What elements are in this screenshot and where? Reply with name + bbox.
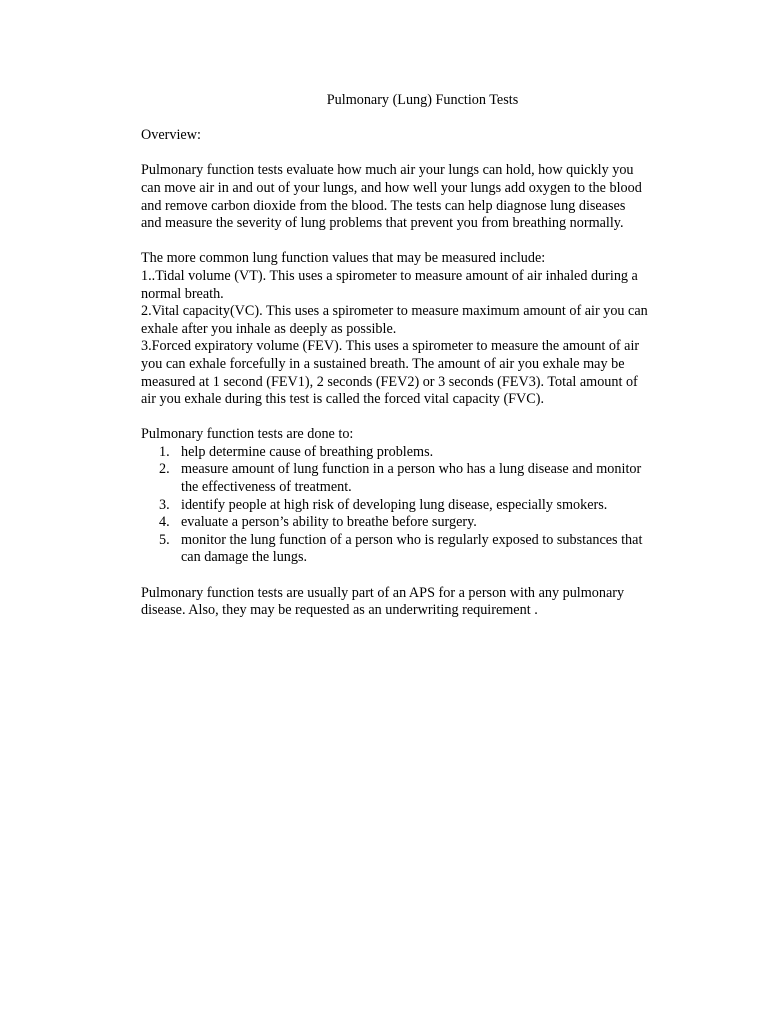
text-line: 2.Vital capacity(VC). This uses a spirometer to measure maximum amount of air you can bbox=[141, 303, 648, 320]
text-line: measured at 1 second (FEV1), 2 seconds (FEV2) or 3 seconds (FEV3). Total amount of bbox=[141, 373, 638, 390]
done-heading: Pulmonary function tests are done to: bbox=[141, 426, 354, 443]
text-line: Pulmonary function tests evaluate how much air your lungs can hold, how quickly you bbox=[141, 162, 634, 179]
text-line: exhale after you inhale as deeply as possible. bbox=[141, 320, 397, 337]
text-line: Pulmonary function tests are usually part of an APS for a person with any pulmonary bbox=[141, 584, 625, 601]
list-number: 4. bbox=[159, 514, 170, 531]
document-page bbox=[141, 92, 648, 620]
list-item bbox=[141, 532, 641, 567]
text-line: the effectiveness of treatment. bbox=[181, 479, 352, 496]
text-line: and remove carbon dioxide from the blood. The tests can help diagnose lung diseases bbox=[141, 197, 626, 214]
text-line: disease. Also, they may be requested as an underwriting requirement . bbox=[141, 602, 538, 619]
list-number: 2. bbox=[159, 461, 170, 478]
text-line: normal breath. bbox=[141, 285, 224, 302]
list-number: 3. bbox=[159, 496, 170, 513]
intro-paragraph bbox=[141, 162, 641, 232]
text-line: evaluate a person’s ability to breathe before surgery. bbox=[181, 514, 477, 531]
text-line: The more common lung function values that may be measured include: bbox=[141, 250, 546, 267]
text-line: 1..Tidal volume (VT). This uses a spirometer to measure amount of air inhaled during a bbox=[141, 267, 638, 284]
text-line: can move air in and out of your lungs, and how well your lungs add oxygen to the blood bbox=[141, 179, 642, 196]
text-line: measure amount of lung function in a person who has a lung disease and monitor bbox=[181, 461, 642, 478]
text-line: air you exhale during this test is called the forced vital capacity (FVC). bbox=[141, 391, 545, 408]
spacer bbox=[141, 567, 641, 585]
page-title: Pulmonary (Lung) Function Tests bbox=[326, 92, 519, 108]
spacer bbox=[141, 409, 641, 427]
list-item bbox=[141, 514, 641, 532]
text-line: help determine cause of breathing problems. bbox=[181, 443, 434, 460]
text-line: and measure the severity of lung problems that prevent you from breathing normally. bbox=[141, 215, 624, 232]
text-line: monitor the lung function of a person who is regularly exposed to substances that bbox=[181, 531, 643, 548]
list-item bbox=[141, 444, 641, 462]
spacer bbox=[141, 233, 641, 251]
text-line: 3.Forced expiratory volume (FEV). This uses a spirometer to measure the amount of air bbox=[141, 338, 640, 355]
overview-heading: Overview: bbox=[141, 127, 201, 144]
text-line: can damage the lungs. bbox=[181, 549, 308, 566]
list-number: 1. bbox=[159, 443, 170, 460]
list-item bbox=[141, 497, 641, 515]
done-list bbox=[141, 444, 641, 567]
list-number: 5. bbox=[159, 531, 170, 548]
closing-paragraph bbox=[141, 585, 641, 620]
text-line: identify people at high risk of developing lung disease, especially smokers. bbox=[181, 496, 608, 513]
text-line: you can exhale forcefully in a sustained breath. The amount of air you exhale may be bbox=[141, 355, 625, 372]
spacer bbox=[141, 145, 641, 163]
list-item bbox=[141, 461, 641, 496]
values-paragraph bbox=[141, 250, 648, 408]
spacer bbox=[141, 110, 641, 128]
